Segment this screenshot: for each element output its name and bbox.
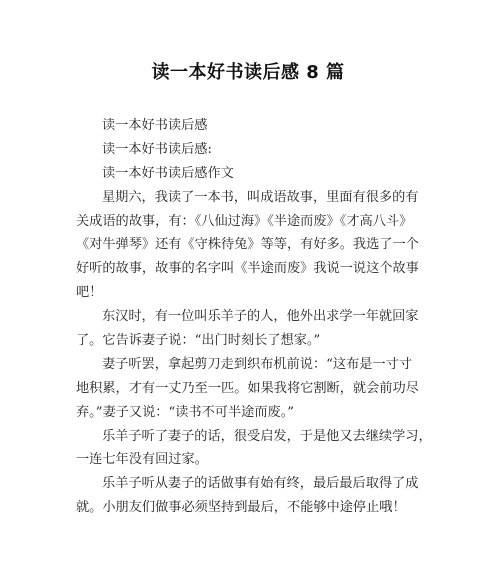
paragraph-line: 关成语的故事，有：《八仙过海》《半途而废》《才高八斗》: [76, 213, 413, 229]
paragraph-line: 乐羊子听从妻子的话做事有始有终，最后最后取得了成: [102, 476, 419, 492]
paragraph-line: 读一本好书读后感: [102, 118, 208, 133]
paragraph-line: 一连七年没有回过家。: [76, 452, 208, 468]
paragraph-line: 吧！: [76, 285, 103, 301]
paragraph-line: 好听的故事，故事的名字叫《半途而废》我说一说这个故事: [76, 261, 419, 277]
paragraph-line: 东汉时，有一位叫乐羊子的人，他外出求学一年就回家: [102, 309, 419, 325]
paragraph-line: 地积累，才有一丈乃至一匹。如果我将它割断，就会前功尽: [76, 380, 419, 396]
paragraph-line: 弃。”妻子又说：“读书不可半途而废。”: [76, 404, 295, 420]
paragraph-line: 就。小朋友们做事必须坚持到最后，不能够中途停止哦！: [76, 500, 406, 516]
paragraph-line: 读一本好书读后感:: [102, 141, 212, 157]
page-title: 读一本好书读后感 8 篇: [151, 62, 345, 83]
paragraph-line: 星期六，我读了一本书，叫成语故事，里面有很多的有: [102, 189, 419, 205]
paragraph-line: 读一本好书读后感作文: [102, 165, 234, 181]
paragraph-line: 乐羊子听了妻子的话，很受启发，于是他又去继续学习，: [102, 428, 432, 444]
document-body: [76, 114, 432, 520]
paragraph-line: 妻子听罢，拿起剪刀走到织布机前说：“这布是一寸寸: [102, 356, 413, 372]
paragraph-line: 了。它告诉妻子说：“出门时刻长了想家。”: [76, 333, 321, 349]
paragraph-line: 《对牛弹琴》还有《守株待兔》等等，有好多。我选了一个: [76, 237, 419, 253]
